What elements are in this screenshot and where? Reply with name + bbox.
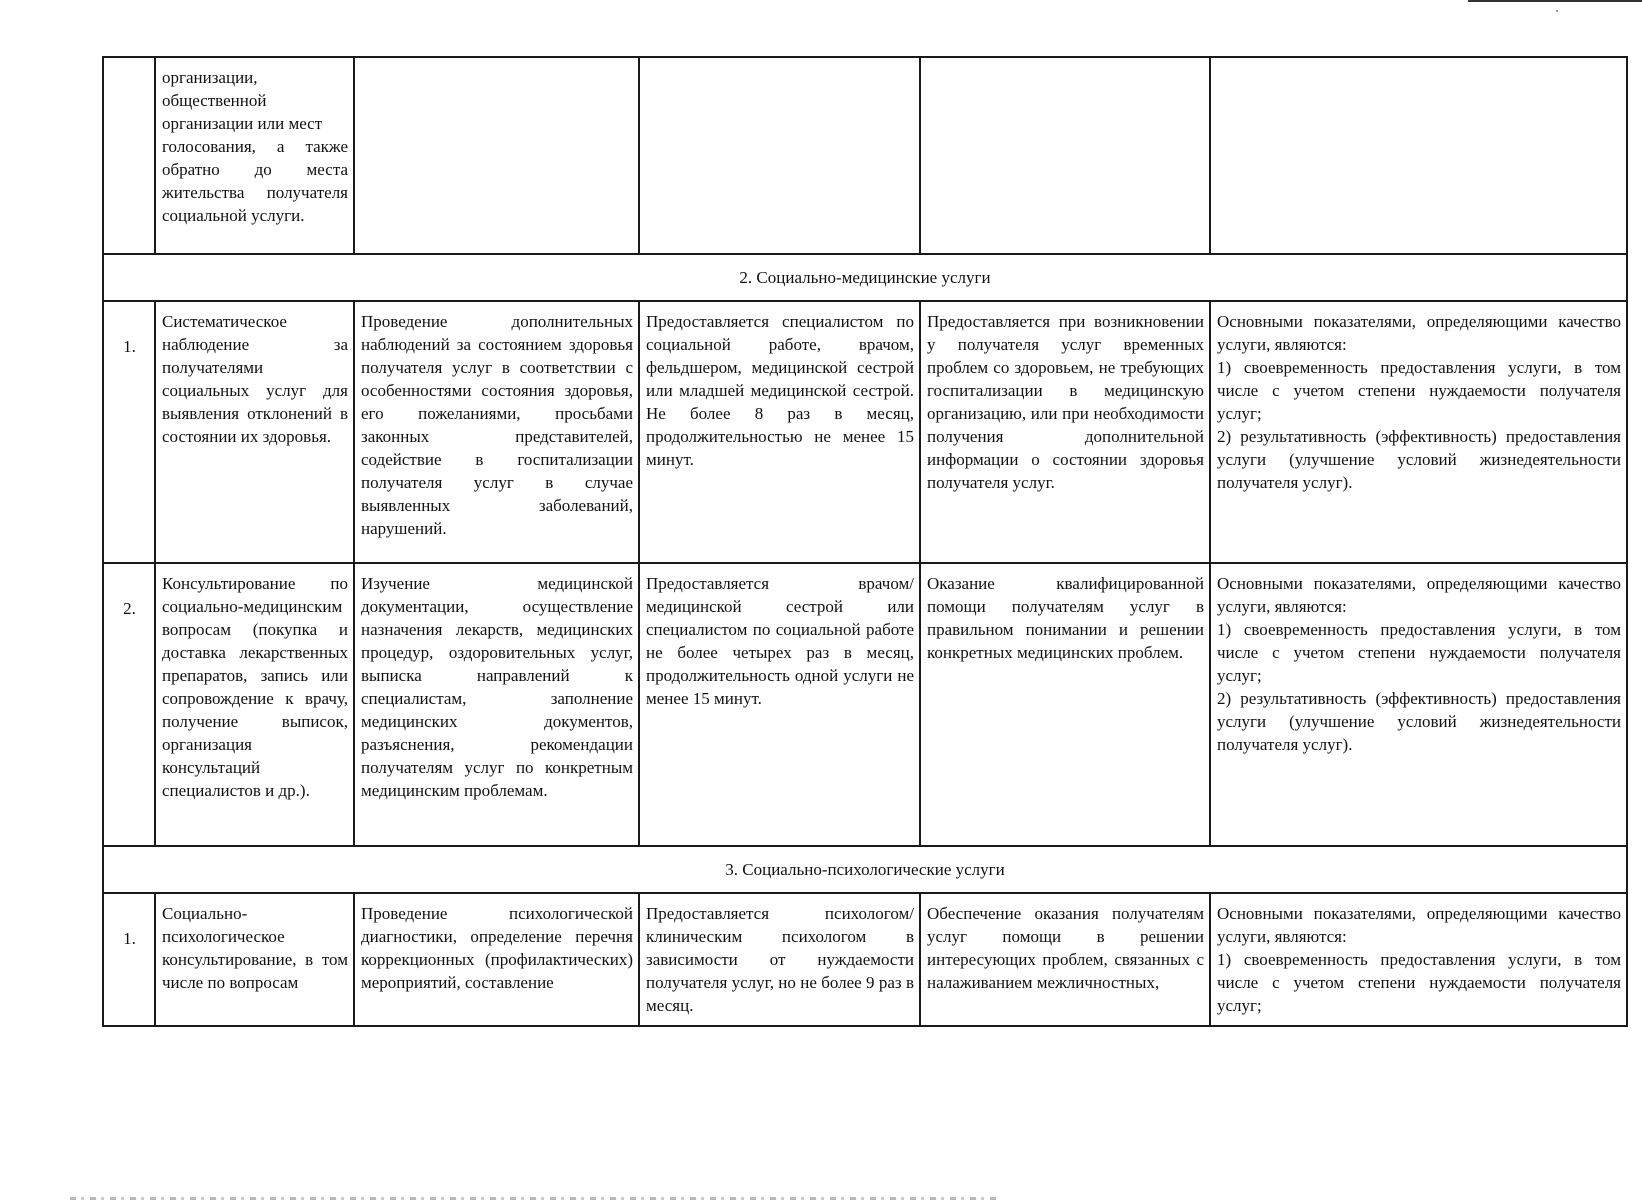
service-quality-cell: Основными показателями, определяющими качество услуги, являются: 1) своевременность предоставления услуги, в том числе с учетом степени нуждаемости получателя услуг; 2) результативность (эффективность) предоставления услуги (улучшение условий жизнедеятельности получателя услуг). xyxy=(1210,301,1627,563)
table-row xyxy=(103,57,1627,254)
table-row xyxy=(103,563,1627,846)
service-name-cell: организации, общественной организации или мест голосования, а также обратно до места жительства получателя социальной услуги. xyxy=(155,57,354,254)
service-content-cell: Проведение психологической диагностики, определение перечня коррекционных (профилактических) мероприятий, составление xyxy=(354,893,639,1026)
service-volume-cell xyxy=(639,57,920,254)
service-conditions-cell: Обеспечение оказания получателям услуг помощи в решении интересующих проблем, связанных с налаживанием межличностных, xyxy=(920,893,1210,1026)
service-quality-cell xyxy=(1210,57,1627,254)
service-content-cell xyxy=(354,57,639,254)
row-number: 1. xyxy=(103,893,155,1026)
service-volume-cell: Предоставляется специалистом по социальной работе, врачом, фельдшером, медицинской сестрой или младшей медицинской сестрой. Не более 8 раз в месяц, продолжительностью не менее 15 минут. xyxy=(639,301,920,563)
service-content-cell: Проведение дополнительных наблюдений за состоянием здоровья получателя услуг в соответствии с особенностями состояния здоровья, его пожеланиями, просьбами законных представителей, содействие в госпитализации получателя услуг в случае выявленных заболеваний, нарушений. xyxy=(354,301,639,563)
service-quality-cell: Основными показателями, определяющими качество услуги, являются: 1) своевременность предоставления услуги, в том числе с учетом степени нуждаемости получателя услуг; 2) результативность (эффективность) предоставления услуги (улучшение условий жизнедеятельности получателя услуг). xyxy=(1210,563,1627,846)
service-name-cell: Систематическое наблюдение за получателями социальных услуг для выявления отклонений в состоянии их здоровья. xyxy=(155,301,354,563)
page-edge-line xyxy=(1468,0,1642,2)
section-title: 3. Социально-психологические услуги xyxy=(103,846,1627,893)
section-header-row xyxy=(103,846,1627,893)
service-quality-cell: Основными показателями, определяющими качество услуги, являются: 1) своевременность предоставления услуги, в том числе с учетом степени нуждаемости получателя услуг; xyxy=(1210,893,1627,1026)
service-name-cell: Социально-психологическое консультирование, в том числе по вопросам xyxy=(155,893,354,1026)
number-cell xyxy=(103,57,155,254)
section-header-row xyxy=(103,254,1627,301)
service-conditions-cell xyxy=(920,57,1210,254)
service-conditions-cell: Оказание квалифицированной помощи получателям услуг в правильном понимании и решении конкретных медицинских проблем. xyxy=(920,563,1210,846)
service-content-cell: Изучение медицинской документации, осуществление назначения лекарств, медицинских процедур, оздоровительных услуг, выписка направлений к специалистам, заполнение медицинских документов, разъяснения, рекомендации получателям услуг по конкретным медицинским проблемам. xyxy=(354,563,639,846)
scan-speck xyxy=(1556,10,1558,12)
service-volume-cell: Предоставляется психологом/клиническим психологом в зависимости от нуждаемости получателя услуг, но не более 9 раз в месяц. xyxy=(639,893,920,1026)
row-number: 2. xyxy=(103,563,155,846)
service-name-cell: Консультирование по социально-медицинским вопросам (покупка и доставка лекарственных препаратов, запись или сопровождение к врачу, получение выписок, организация консультаций специалистов и др.). xyxy=(155,563,354,846)
service-volume-cell: Предоставляется врачом/медицинской сестрой или специалистом по социальной работе не более четырех раз в месяц, продолжительность одной услуги не менее 15 минут. xyxy=(639,563,920,846)
table-row xyxy=(103,301,1627,563)
services-table xyxy=(102,56,1628,1027)
section-title: 2. Социально-медицинские услуги xyxy=(103,254,1627,301)
row-number: 1. xyxy=(103,301,155,563)
service-conditions-cell: Предоставляется при возникновении у получателя услуг временных проблем со здоровьем, не требующих госпитализации в медицинскую организацию, или при необходимости получения дополнительной информации о состоянии здоровья получателя услуг. xyxy=(920,301,1210,563)
table-row xyxy=(103,893,1627,1026)
